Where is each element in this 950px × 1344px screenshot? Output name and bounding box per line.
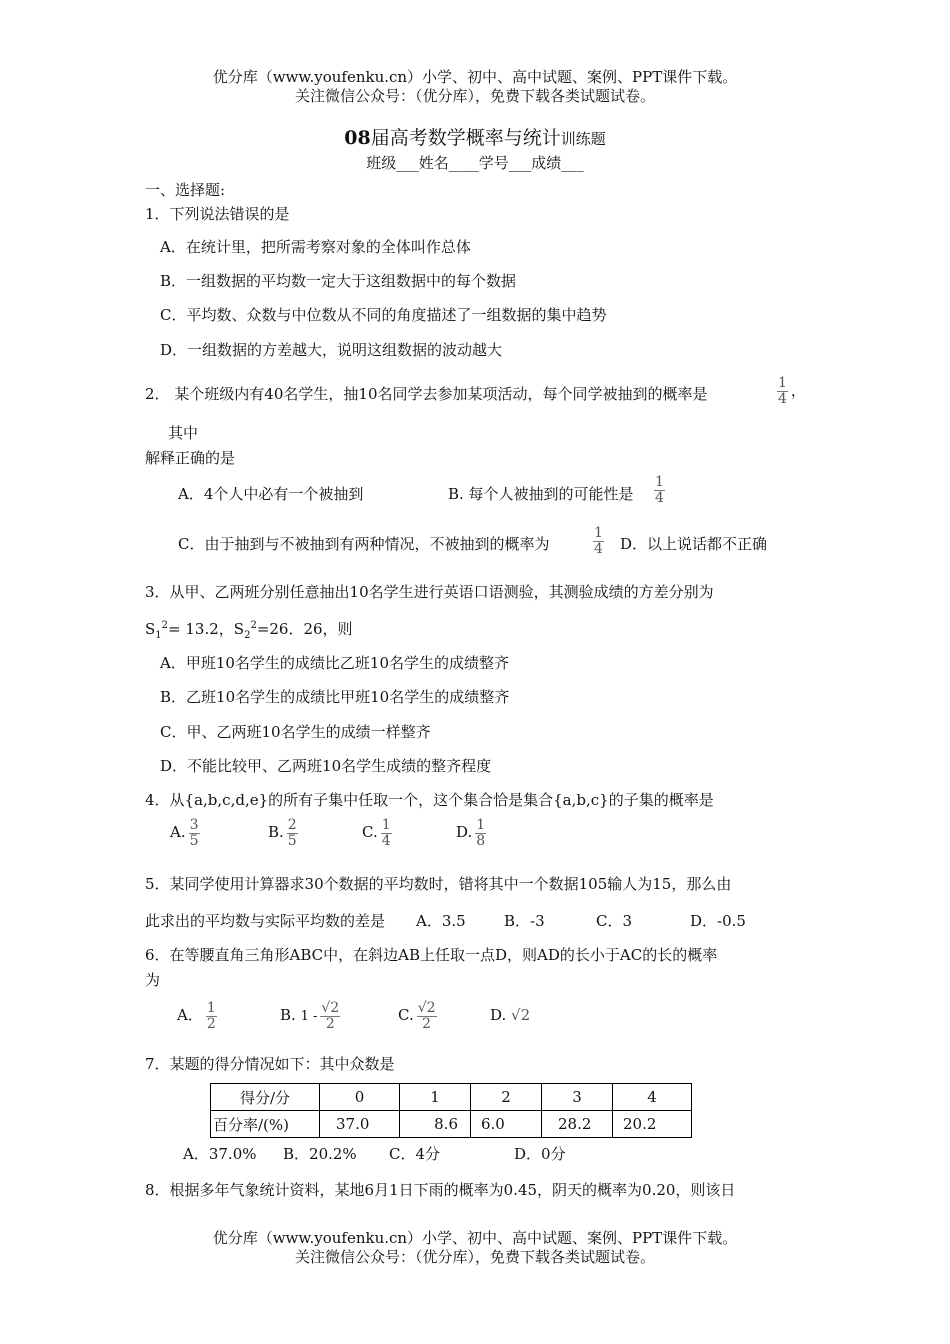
q2-c-frac-num: 1 [594,525,603,541]
header-line-2: 关注微信公众号：（优分库），免费下载各类试题试卷。 [294,87,655,105]
q3-s1-value: = 13.2， [168,620,234,638]
q2-option-a: A．4个人中必有一个被抽到 [178,485,364,503]
table-row [211,1111,692,1138]
q2-cont-1: 其中 [168,424,199,442]
q6-stem-2: 为 [145,971,161,989]
title-main: 届高考数学概率与统计 [370,127,561,149]
q6-d-value: √2 [511,1006,531,1024]
table-cell: 6.0 [471,1111,542,1138]
table-cell: 37.0 [320,1111,400,1138]
q3-s2-symbol: S [233,620,245,638]
table-cell: 1 [400,1084,471,1111]
q4-a-label: A. [170,823,186,841]
footer-line-2: 关注微信公众号：（优分库），免费下载各类试题试卷。 [294,1248,655,1266]
q2-b-frac-num: 1 [655,474,664,490]
q6-c-label: C. [398,1006,414,1024]
q2-option-b-fraction [651,475,668,506]
q4-b-num: 2 [287,816,297,833]
section-heading: 一、选择题: [145,181,226,199]
q6-a-label: A． [177,1006,203,1024]
title-year: 08 [344,127,371,149]
q3-s1-sup: 2 [161,620,169,631]
table-cell: 4 [613,1084,692,1111]
table-cell: 28.2 [542,1111,613,1138]
header-line-1: 优分库（www.youfenku.cn）小学、初中、高中试题、案例、PPT课件下载。 [212,68,738,86]
q4-option-a [170,817,203,849]
table-cell: 百分率/(%) [211,1111,320,1138]
footer-line-1: 优分库（www.youfenku.cn）小学、初中、高中试题、案例、PPT课件下载。 [212,1229,738,1247]
q4-d-label: D. [456,823,473,841]
q3-option-a: A．甲班10名学生的成绩比乙班10名学生的成绩整齐 [160,654,510,672]
q5-option-c: C．3 [596,912,633,930]
q7-option-c: C．4分 [389,1145,441,1163]
q7-stem: 7．某题的得分情况如下：其中众数是 [145,1055,395,1073]
q1-option-a: A．在统计里，把所需考察对象的全体叫作总体 [160,238,471,256]
q4-a-num: 3 [189,816,199,833]
q3-s1-symbol: S [145,620,156,638]
q4-stem: 4．从{a,b,c,d,e}的所有子集中任取一个，这个集合恰是集合{a,b,c}的子集的概率是 [145,791,714,809]
q5-option-b: B．-3 [504,912,545,930]
q2-b-frac-den: 4 [655,490,664,506]
score-table [210,1083,692,1138]
q2-option-c: C．由于抽到与不被抽到有两种情况，不被抽到的概率为 [178,535,550,553]
q6-b-prefix: 1 - [300,1009,318,1024]
q6-c-num: √2 [417,999,436,1016]
table-cell: 20.2 [613,1111,692,1138]
q6-stem: 6．在等腰直角三角形ABC中，在斜边AB上任取一点D，则AD的长小于AC的长的概率 [145,946,718,964]
q3-s2-sub: 2 [244,630,251,641]
table-row [211,1084,692,1111]
q2-stem-frac-num: 1 [778,375,787,391]
q3-option-b: B．乙班10名学生的成绩比甲班10名学生的成绩整齐 [160,688,510,706]
q1-option-d: D．一组数据的方差越大，说明这组数据的波动越大 [160,341,503,359]
q6-b-num: √2 [321,999,340,1016]
q1-option-b: B．一组数据的平均数一定大于这组数据中的每个数据 [160,272,517,290]
q8-stem: 8．根据多年气象统计资料，某地6月1日下雨的概率为0.45，阴天的概率为0.20，则该日 [145,1181,736,1199]
q4-b-label: B. [268,823,284,841]
q4-b-den: 5 [287,832,297,849]
q4-option-b [268,817,301,849]
q5-line-2: 此求出的平均数与实际平均数的差是 [145,912,386,930]
q7-option-b: B．20.2% [283,1145,357,1163]
q6-option-c [398,1000,440,1032]
title-suffix: 训练题 [560,130,606,148]
q6-option-a [177,1000,220,1032]
q6-d-label: D. [490,1006,507,1024]
q3-option-c: C．甲、乙两班10名学生的成绩一样整齐 [160,723,431,741]
q4-option-c [362,817,395,849]
page-title [0,125,950,152]
q6-option-b [280,1000,343,1032]
q5-option-a: A．3.5 [416,912,466,930]
q3-option-d: D．不能比较甲、乙两班10名学生成绩的整齐程度 [160,757,492,775]
q2-option-d: D．以上说话都不正确 [620,535,768,553]
table-cell: 8.6 [400,1111,471,1138]
table-cell: 3 [542,1084,613,1111]
q6-b-label: B. [280,1006,296,1024]
q2-stem: 2． 某个班级内有40名学生，抽10名同学去参加某项活动，每个同学被抽到的概率是 [145,385,708,403]
q2-stem-comma: ， [790,381,806,400]
q2-cont-2: 解释正确的是 [145,449,236,467]
q2-c-frac-den: 4 [594,541,603,557]
q2-option-b: B. 每个人被抽到的可能性是 [448,485,634,503]
q4-d-den: 8 [476,832,486,849]
q3-stem: 3．从甲、乙两班分别任意抽出10名学生进行英语口语测验，其测验成绩的方差分别为 [145,583,714,601]
q2-option-c-fraction [590,526,607,557]
q4-c-label: C. [362,823,378,841]
q6-b-den: 2 [325,1015,335,1032]
q6-option-d [490,1005,530,1025]
q6-c-den: 2 [422,1015,432,1032]
q7-option-d: D．0分 [514,1145,566,1163]
q1-stem: 1．下列说法错误的是 [145,205,290,223]
q5-option-d: D．-0.5 [690,912,746,930]
q5-stem: 5．某同学使用计算器求30个数据的平均数时，错将其中一个数据105输人为15，那么由 [145,875,732,893]
q4-d-num: 1 [476,816,486,833]
table-cell: 得分/分 [211,1084,320,1111]
q3-variances [145,619,353,639]
q3-s1-sub: 1 [155,630,162,641]
q3-s2-value: =26．26，则 [256,620,353,638]
q4-c-den: 4 [381,832,391,849]
student-info-line: 班级___姓名____学号___成绩___ [366,154,584,172]
q2-stem-frac-den: 4 [778,391,787,407]
q6-a-num: 1 [206,999,216,1016]
q4-option-d [456,817,489,849]
q1-option-c: C．平均数、众数与中位数从不同的角度描述了一组数据的集中趋势 [160,306,607,324]
q7-option-a: A．37.0% [183,1145,257,1163]
table-cell: 2 [471,1084,542,1111]
q3-s2-sup: 2 [250,620,257,631]
q6-a-den: 2 [206,1015,216,1032]
q4-a-den: 5 [189,832,199,849]
q2-stem-fraction [774,376,806,407]
table-cell: 0 [320,1084,400,1111]
q4-c-num: 1 [381,816,391,833]
